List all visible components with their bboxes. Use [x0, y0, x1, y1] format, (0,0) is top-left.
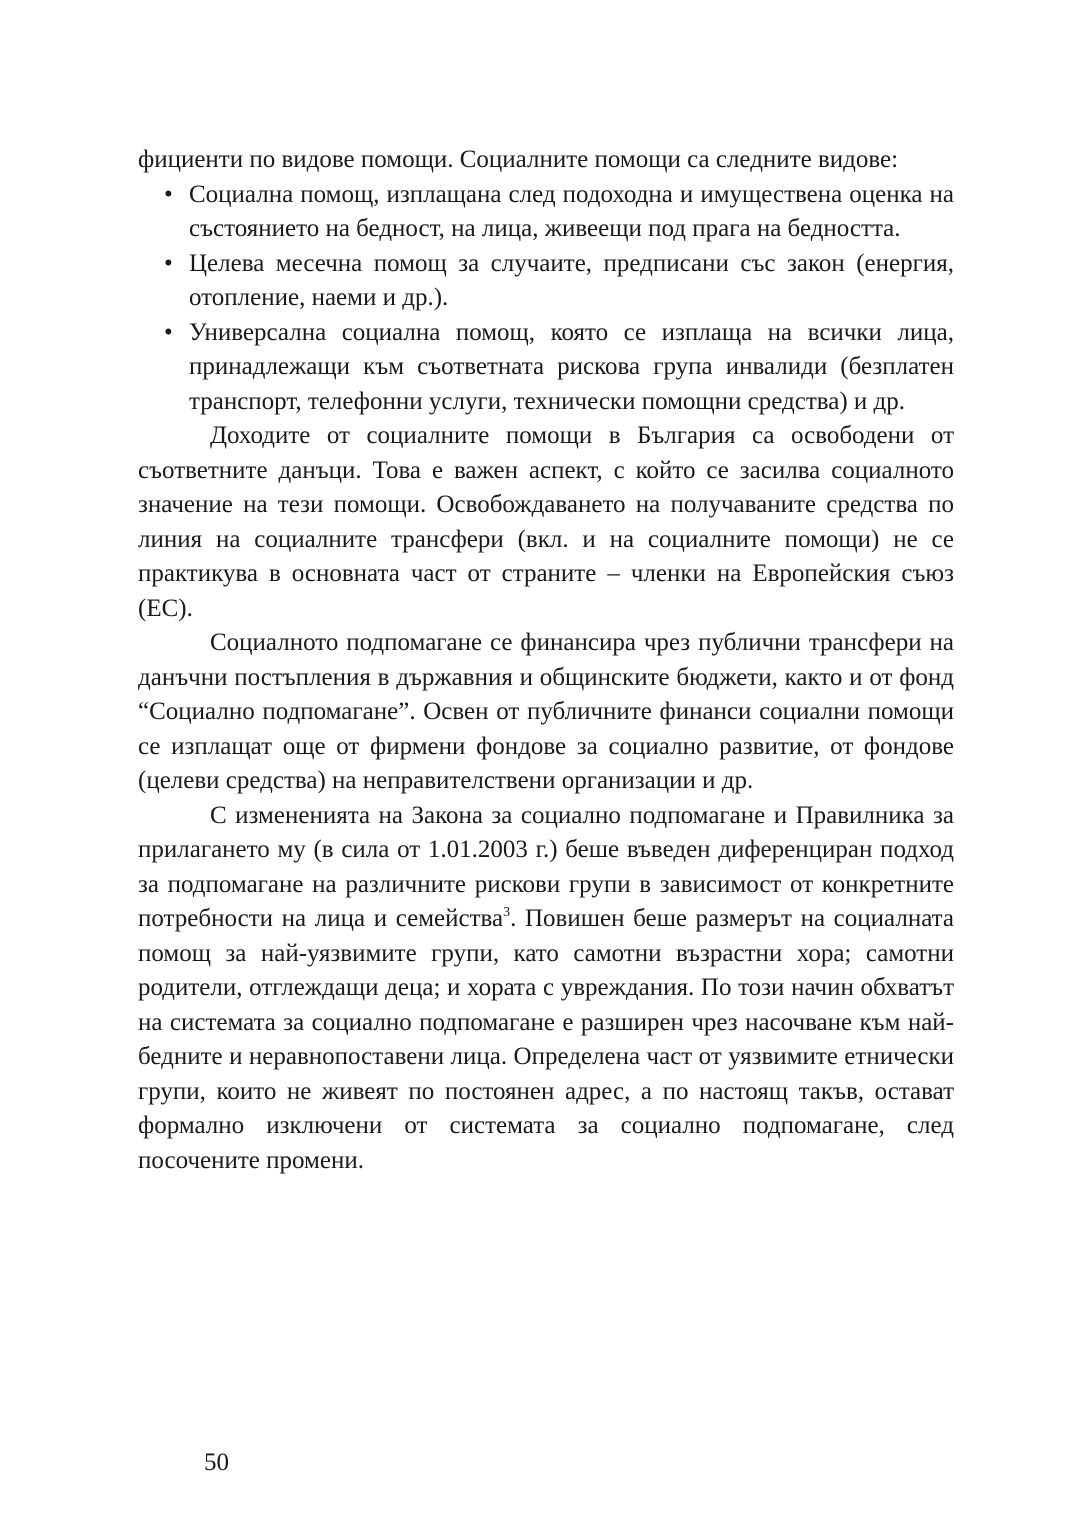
list-item — [138, 247, 954, 316]
paragraph-law-changes — [138, 799, 954, 1179]
page-body — [138, 143, 954, 1178]
list-item-text: Универсална социална помощ, която се изплаща на всички лица, принадлежащи към съответната рискова група инвалиди (безплатен транспорт, телефонни услуги, технически помощни средства) и др. — [189, 318, 954, 415]
paragraph-financing: Социалното подпомагане се финансира чрез публични трансфери на данъчни постъпления в държавния и общинските бюджети, както и от фонд “Социално подпомагане”. Освен от публичните финанси социални помощи се изплащат още от фирмени фондове за социално развитие, от фондове (целеви средства) на неправителствени организации и др. — [138, 629, 954, 794]
bullet-icon: • — [164, 249, 173, 277]
intro-paragraph: фициенти по видове помощи. Социалните помощи са следните видове: — [138, 146, 899, 173]
list-item-text: Социална помощ, изплащана след подоходна и имуществена оценка на състоянието на бедност, на лица, живеещи под прага на бедността. — [189, 180, 954, 242]
footnote-reference[interactable]: 3 — [503, 905, 511, 920]
paragraph-tax-exemption: Доходите от социалните помощи в България са освободени от съответните данъци. Това е важен аспект, с който се засилва социалното значение на тези помощи. Освобождаването на получаваните средства по линия на социалните трансфери (вкл. и на социалните помощи) не се практикува в основната част от страните – членки на Европейския съюз (ЕС). — [138, 422, 954, 622]
list-item-text: Целева месечна помощ за случаите, предписани със закон (енергия, отопление, наеми и др.). — [189, 249, 954, 311]
paragraph-text-part: . Повишен беше размерът на социалната помощ за най-уязвимите групи, като самотни възрастни хора; самотни родители, отглеждащи деца; и хората с увреждания. По този начин обхватът на системата за социално подпомагане е разширен чрез насочване към най-бедните и неравнопоставени лица. Определена част от уязвимите етнически групи, които не живеят по постоянен адрес, а по настоящ такъв, остават формално изключени от системата за социално подпомагане, след посочените промени. — [138, 905, 954, 1174]
bullet-icon: • — [164, 318, 173, 346]
page-number: 50 — [204, 1449, 229, 1476]
paragraph-text-part: С измененията на Закона за социално подпомагане и Правилника за прилагането му (в сила от 1.01.2003 г.) беше въведен диференциран подход за подпомагане на различните рискови групи в зависимост от конкретните потребности на лица и семейства — [138, 801, 954, 932]
list-item — [138, 178, 954, 247]
list-item — [138, 316, 954, 420]
bullet-list — [138, 178, 954, 420]
bullet-icon: • — [164, 180, 173, 208]
